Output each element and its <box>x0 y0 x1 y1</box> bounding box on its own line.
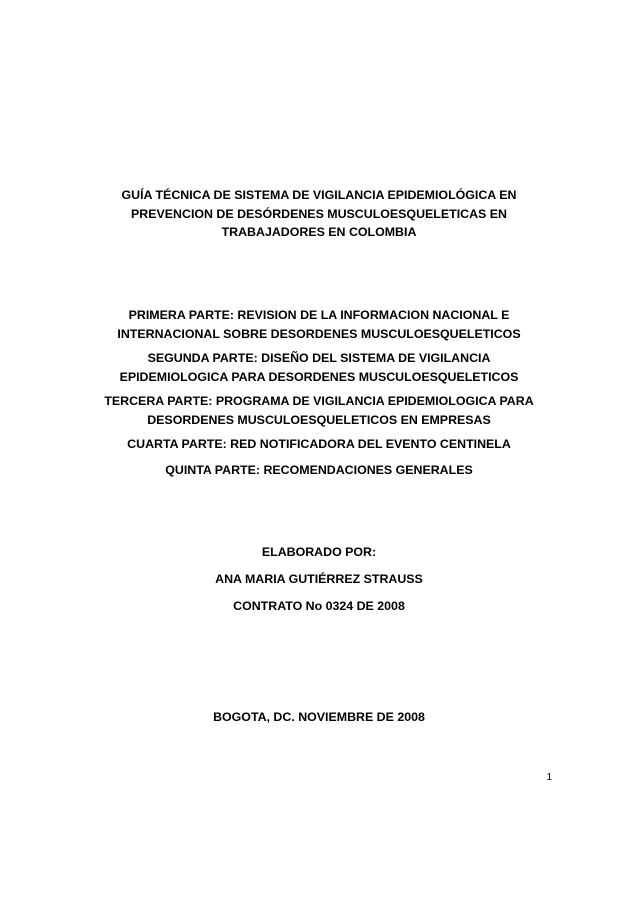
part-line: SEGUNDA PARTE: DISEÑO DEL SISTEMA DE VIGILANCIA <box>147 351 491 365</box>
contract-number <box>84 597 554 616</box>
part-line: QUINTA PARTE: RECOMENDACIONES GENERALES <box>165 463 473 477</box>
part-four-heading <box>84 435 554 454</box>
prepared-by-text: ELABORADO POR: <box>261 545 377 559</box>
title-line: TRABAJADORES EN COLOMBIA <box>221 225 417 239</box>
place-date-text: BOGOTA, DC. NOVIEMBRE DE 2008 <box>213 710 425 724</box>
part-line: DESORDENES MUSCULOESQUELETICOS EN EMPRESAS <box>147 412 491 427</box>
part-one-heading <box>84 306 554 343</box>
page-number: 1 <box>546 772 552 783</box>
author-name <box>84 570 554 589</box>
part-line: TERCERA PARTE: PROGRAMA DE VIGILANCIA EPIDEMIOLOGICA PARA <box>104 394 534 408</box>
place-and-date <box>84 708 554 727</box>
contract-text: CONTRATO No 0324 DE 2008 <box>233 599 405 613</box>
part-five-heading <box>84 461 554 480</box>
part-line: CUARTA PARTE: RED NOTIFICADORA DEL EVENTO CENTINELA <box>127 437 511 451</box>
title-line: GUÍA TÉCNICA DE SISTEMA DE VIGILANCIA EPIDEMIOLÓGICA EN <box>121 188 517 202</box>
author-name-text: ANA MARIA GUTIÉRREZ STRAUSS <box>215 572 423 586</box>
part-line: EPIDEMIOLOGICA PARA DESORDENES MUSCULOESQUELETICOS <box>119 369 519 384</box>
part-three-heading <box>49 392 589 429</box>
document-title <box>84 186 554 242</box>
prepared-by-label <box>84 543 554 562</box>
title-line: PREVENCION DE DESÓRDENES MUSCULOESQUELETICAS EN <box>131 206 507 221</box>
part-two-heading <box>84 349 554 386</box>
part-line: INTERNACIONAL SOBRE DESORDENES MUSCULOESQUELETICOS <box>117 326 521 341</box>
part-line: PRIMERA PARTE: REVISION DE LA INFORMACION NACIONAL E <box>128 308 510 322</box>
